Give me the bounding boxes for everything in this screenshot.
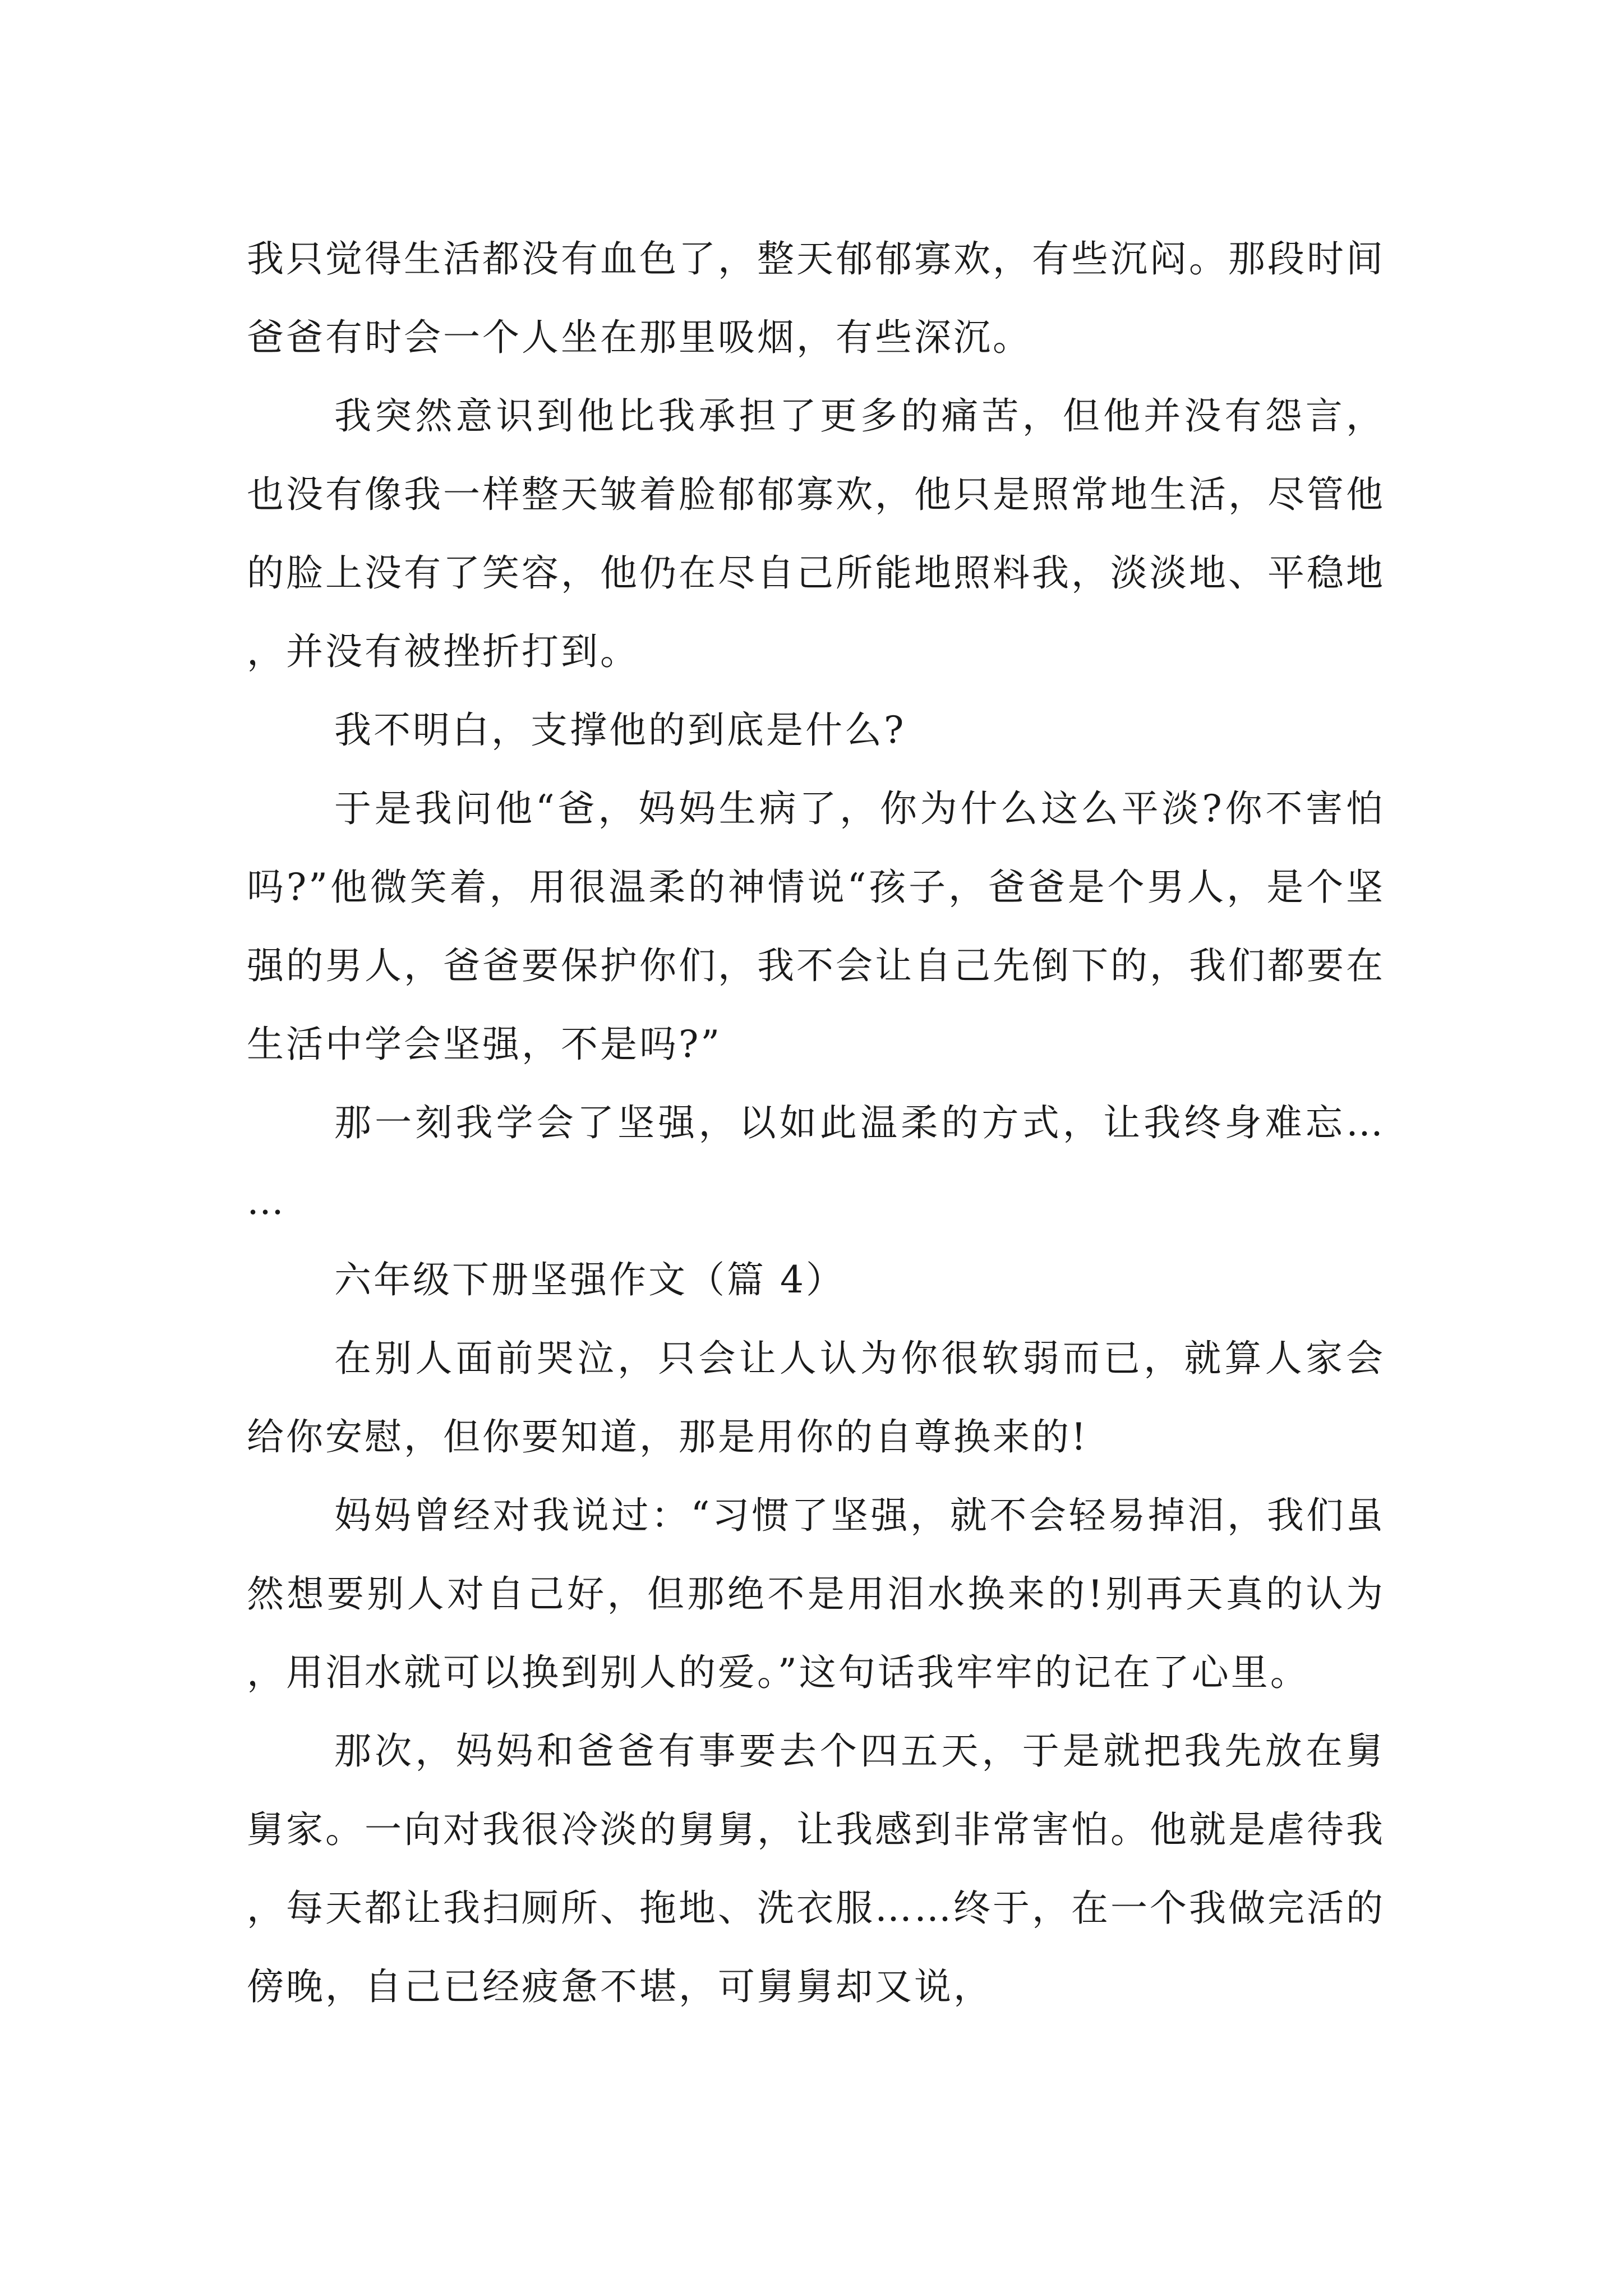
- paragraph-5: 那一刻我学会了坚强，以如此温柔的方式，让我终身难忘……: [247, 1101, 1385, 1223]
- section-heading: 六年级下册坚强作文（篇 4）: [334, 1258, 845, 1301]
- paragraph-4: 于是我问他“爸，妈妈生病了，你为什么这么平淡?你不害怕吗?”他微笑着，用很温柔的神情说“孩子，爸爸是个男人，是个坚强的男人，爸爸要保护你们，我不会让自己先倒下的，我们都要在生活中学会坚强，不是吗?”: [247, 787, 1385, 1066]
- paragraph-7: 妈妈曾经对我说过：“习惯了坚强，就不会轻易掉泪，我们虽然想要别人对自己好，但那绝不是用泪水换来的!别再天真的认为，用泪水就可以换到别人的爱。”这句话我牢牢的记在了心里。: [247, 1494, 1385, 1694]
- paragraph-8: 那次，妈妈和爸爸有事要去个四五天，于是就把我先放在舅舅家。一向对我很冷淡的舅舅，让我感到非常害怕。他就是虐待我，每天都让我扫厕所、拖地、洗衣服……终于，在一个我做完活的傍晚，自己已经疲惫不堪，可舅舅却又说，: [247, 1729, 1385, 2008]
- paragraph-2: 我突然意识到他比我承担了更多的痛苦，但他并没有怨言，也没有像我一样整天皱着脸郁郁寡欢，他只是照常地生活，尽管他的脸上没有了笑容，他仍在尽自己所能地照料我，淡淡地、平稳地，并没有被挫折打到。: [247, 394, 1385, 673]
- essay-body: [247, 220, 1385, 2026]
- paragraph-3: 我不明白，支撑他的到底是什么?: [334, 708, 906, 752]
- paragraph-1: 我只觉得生活都没有血色了，整天郁郁寡欢，有些沉闷。那段时间爸爸有时会一个人坐在那里吸烟，有些深沉。: [247, 237, 1385, 359]
- paragraph-6: 在别人面前哭泣，只会让人认为你很软弱而已，就算人家会给你安慰，但你要知道，那是用你的自尊换来的!: [247, 1337, 1385, 1458]
